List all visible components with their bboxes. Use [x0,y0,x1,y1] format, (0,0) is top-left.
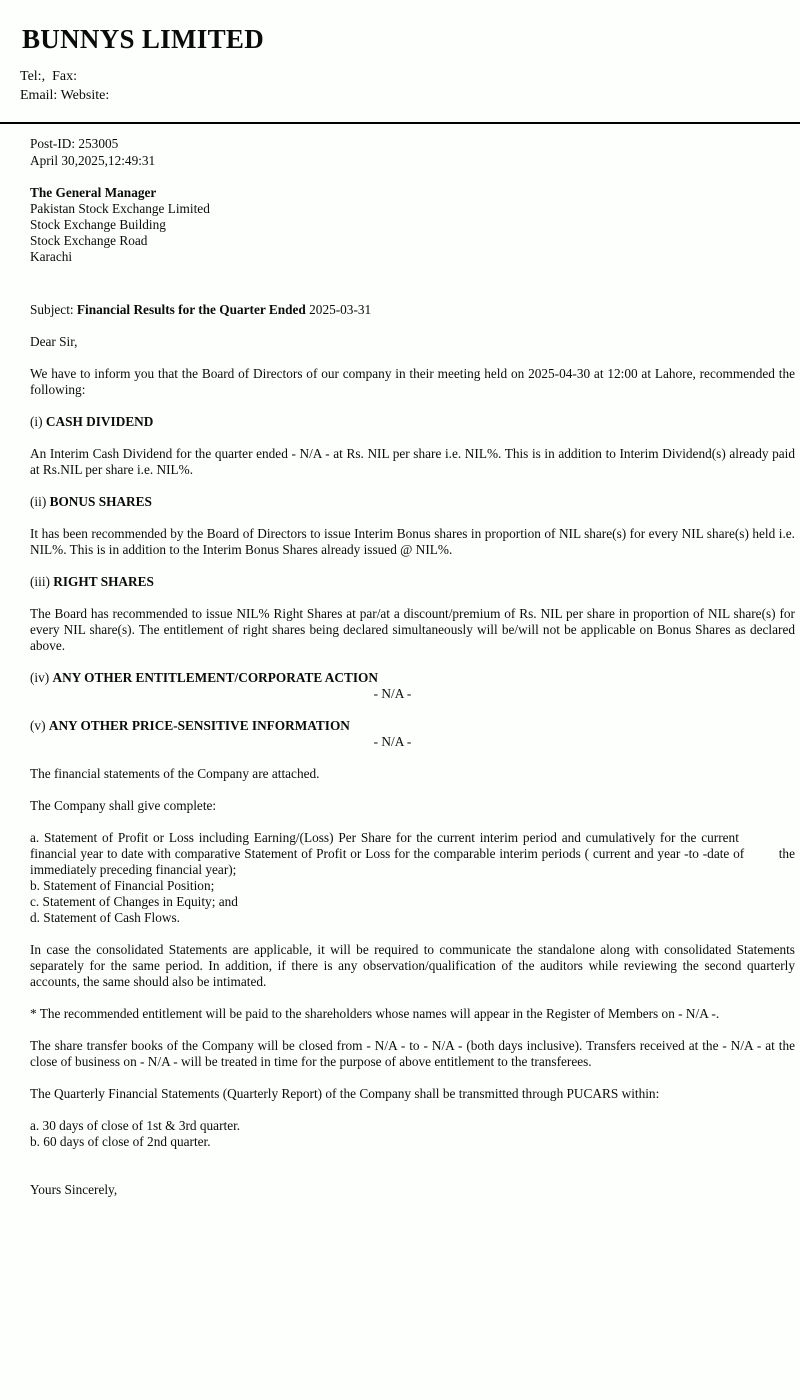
subject-label: Subject: [30,302,74,317]
transfer-books-note: The share transfer books of the Company will be closed from - N/A - to - N/A - (both days inclusive). Transfers received at the - N/A - at the close of business on - N/A - will be treated in time for the purpose of above entitlement to the transferees. [30,1038,795,1069]
company-name: BUNNYS LIMITED [22,24,264,54]
header-divider [0,122,800,124]
salutation: Dear Sir, [30,334,78,349]
right-shares-paragraph: The Board has recommended to issue NIL% Right Shares at par/at a discount/premium of Rs. NIL per share in proportion of NIL share(s) for every NIL share(s). The entitlement of right shares being declared simultaneously will be/will not be applicable on Bonus Shares as declared above. [30,606,795,653]
cash-dividend-paragraph: An Interim Cash Dividend for the quarter ended - N/A - at Rs. NIL per share i.e. NIL%. This is in addition to Interim Dividend(s) already paid at Rs.NIL per share i.e. NIL%. [30,446,795,477]
section-number: (i) [30,414,43,429]
statement-item-a: a. Statement of Profit or Loss including Earning/(Loss) Per Share for the current interim period and cumulatively for the current financial year to date with comparative Statement of Profit or Loss for the comparable interim periods ( current and year -to -date of the immediately preceding financial year); [30,830,795,877]
post-meta [30,136,795,169]
attachment-note: The financial statements of the Company are attached. [30,766,320,781]
letter-body [0,136,800,1198]
pucars-note: The Quarterly Financial Statements (Quarterly Report) of the Company shall be transmitted through PUCARS within: [30,1086,660,1101]
register-note: * The recommended entitlement will be paid to the shareholders whose names will appear in the Register of Members on - N/A -. [30,1006,720,1021]
section-title: ANY OTHER ENTITLEMENT/CORPORATE ACTION [52,670,378,685]
section-title: RIGHT SHARES [53,574,154,589]
tel-fax-line: Tel:, Fax: [20,69,77,84]
section-heading-other-entitlement [30,670,795,686]
bonus-shares-paragraph: It has been recommended by the Board of Directors to issue Interim Bonus shares in proportion of NIL share(s) for every NIL share(s) held i.e. NIL%. This is in addition to the Interim Bonus Shares already issued @ NIL%. [30,526,795,557]
recipient-name: The General Manager [30,185,157,200]
recipient-address-line: Pakistan Stock Exchange Limited [30,201,210,216]
section-title: ANY OTHER PRICE-SENSITIVE INFORMATION [48,718,350,733]
section-number: (ii) [30,494,47,509]
statement-item-d: d. Statement of Cash Flows. [30,910,180,925]
section-heading-price-sensitive [30,718,795,734]
deadline-item-a: a. 30 days of close of 1st & 3rd quarter. [30,1118,241,1133]
recipient-address-line: Stock Exchange Road [30,233,148,248]
statements-list [30,830,795,926]
section-number: (iii) [30,574,50,589]
other-entitlement-na-value: - N/A - [373,686,412,701]
section-number: (v) [30,718,46,733]
subject-title: Financial Results for the Quarter Ended [76,302,306,317]
email-website-line: Email: Website: [20,88,110,103]
letterhead [0,0,800,105]
section-heading-right-shares [30,574,795,590]
letterhead-contact [20,67,800,105]
section-title: BONUS SHARES [49,494,152,509]
section-heading-bonus-shares [30,494,795,510]
recipient-address-line: Karachi [30,249,73,264]
consolidated-note: In case the consolidated Statements are applicable, it will be required to communicate the standalone along with consolidated Statements separately for the same period. In addition, if there is any observation/qualification of the auditors while reviewing the second quarterly accounts, the same should also be intimated. [30,942,795,989]
statement-item-b: b. Statement of Financial Position; [30,878,215,893]
post-timestamp: April 30,2025,12:49:31 [30,152,156,168]
subject-date: 2025-03-31 [309,302,372,317]
intro-paragraph: We have to inform you that the Board of Directors of our company in their meeting held on 2025-04-30 at 12:00 at Lahore, recommended the following: [30,366,795,397]
section-title: CASH DIVIDEND [45,414,154,429]
give-complete-intro: The Company shall give complete: [30,798,217,813]
price-sensitive-na-value: - N/A - [373,734,412,749]
section-number: (iv) [30,670,50,685]
statement-item-c: c. Statement of Changes in Equity; and [30,894,238,909]
section-heading-cash-dividend [30,414,795,430]
subject-line [30,301,795,318]
post-id: Post-ID: 253005 [30,136,119,151]
deadlines-list [30,1118,795,1150]
deadline-item-b: b. 60 days of close of 2nd quarter. [30,1134,211,1149]
closing-salutation: Yours Sincerely, [30,1182,118,1197]
recipient-address [30,185,795,265]
recipient-address-line: Stock Exchange Building [30,217,166,232]
